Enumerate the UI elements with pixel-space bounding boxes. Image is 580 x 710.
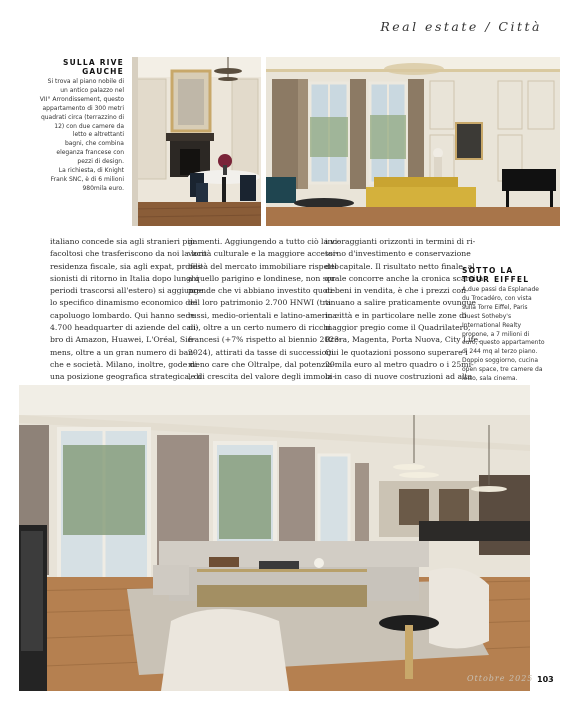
article-line: francesi (+7% rispetto al biennio 2023- bbox=[188, 335, 342, 345]
caption-left bbox=[30, 58, 124, 194]
article-line: bilità del mercato immobiliare rispetto bbox=[188, 261, 339, 271]
article-line: lo specifico dinamismo economico del bbox=[50, 298, 198, 308]
photo-main-living-room bbox=[19, 385, 530, 691]
caption-right bbox=[462, 266, 557, 384]
article-line: italiano concede sia agli stranieri più bbox=[50, 237, 195, 246]
article-line: del loro patrimonio 2.700 HNWI (tra bbox=[188, 298, 331, 308]
article-line: gamenti. Aggiungendo a tutto ciò la vi- bbox=[188, 237, 340, 246]
article-line: ni), oltre a un certo numero di ricchi bbox=[188, 323, 331, 333]
article-line: sionisti di ritorno in Italia dopo lunghi bbox=[50, 273, 199, 283]
article-line: le di crescita del valore degli immobi- bbox=[188, 372, 336, 382]
article-line: facoltosi che trasferiscono da noi la loro bbox=[50, 249, 207, 259]
article-line: 2024), attirati da tasse di successioni bbox=[188, 347, 334, 357]
article-column-1 bbox=[50, 236, 207, 396]
article-line: una posizione geografica strategica, di bbox=[50, 372, 202, 382]
article-line: la in caso di nuove costruzioni ad alta bbox=[325, 372, 473, 382]
article-line: a quello parigino e londinese, non sor- bbox=[188, 273, 338, 283]
article-line: bro di Amazon, Huawei, L'Oréal, Sie- bbox=[50, 335, 195, 345]
caption-left-title: SULLA RIVE GAUCHE bbox=[63, 58, 124, 76]
article-line: prende che vi abbiano investito quote bbox=[188, 286, 336, 296]
article-line: residenza fiscale, sia agli expat, profes- bbox=[50, 261, 204, 271]
article-line: del capitale. Il risultato netto finale, al bbox=[325, 261, 475, 271]
article-line: torno d'investimento e conservazione bbox=[325, 249, 471, 259]
article-line: in città e in particolare nelle zone di bbox=[325, 310, 467, 320]
article-line: che e società. Milano, inoltre, gode di bbox=[50, 359, 198, 369]
article-column-2 bbox=[188, 236, 342, 396]
article-line: vacità culturale e la maggiore accessi- bbox=[188, 249, 338, 259]
issue-date: Ottobre 2025 bbox=[467, 674, 534, 683]
article-line: di beni in vendita, è che i prezzi con- bbox=[325, 286, 469, 296]
article-line: tinuano a salire praticamente ovunque bbox=[325, 298, 476, 308]
article-line: mens, oltre a un gran numero di ban- bbox=[50, 347, 196, 357]
caption-left-text: Si trova al piano nobile di un antico palazzo nel VII° Arrondissement, questo appartamento di 300 metri quadrati circa (terrazzino di 12) con due camere da letto e altrettanti bagni, che combina eleganza francese con pezzi di design. La richiesta, di Knight Frank SNC, è di 6 milioni 980mila euro. bbox=[39, 78, 124, 192]
article-line: 4.700 headquarter di aziende del cali- bbox=[50, 323, 199, 333]
article-line: capoluogo lombardo. Qui hanno sede bbox=[50, 310, 195, 320]
caption-right-text: A due passi da Esplanade du Trocadéro, con vista sulla Torre Eiffel, Paris Ouest Sotheby's International Realty propone, a 7 milioni di euro, questo appartamento di 244 mq al terzo piano. Doppio soggiorno, cucina open space, tre camere da letto, sala cinema. bbox=[462, 286, 545, 383]
article-line: russi, medio-orientali e latino-america- bbox=[188, 310, 340, 320]
photo-living-room bbox=[266, 57, 560, 226]
article-line: 20mila euro al metro quadro o i 25mi- bbox=[325, 359, 474, 369]
article-column-3 bbox=[325, 236, 484, 396]
article-line: periodi trascorsi all'estero) si aggiunge bbox=[50, 286, 204, 296]
caption-right-title: SOTTO LA TOUR EIFFEL bbox=[462, 266, 530, 284]
article-line: quale concorre anche la cronica scarsità bbox=[325, 273, 484, 283]
article-line: Brera, Magenta, Porta Nuova, City Life. bbox=[325, 335, 481, 345]
article-line: Qui le quotazioni possono superare i bbox=[325, 347, 468, 357]
article-line: maggior pregio come il Quadrilatero, bbox=[325, 323, 471, 333]
photo-dining-room bbox=[132, 57, 261, 226]
page-number: 103 bbox=[537, 675, 554, 684]
article-line: meno care che Oltralpe, dal potenzia- bbox=[188, 359, 335, 369]
article-line: incoraggianti orizzonti in termini di ri- bbox=[325, 237, 476, 246]
section-header: Real estate / Città bbox=[380, 19, 542, 34]
